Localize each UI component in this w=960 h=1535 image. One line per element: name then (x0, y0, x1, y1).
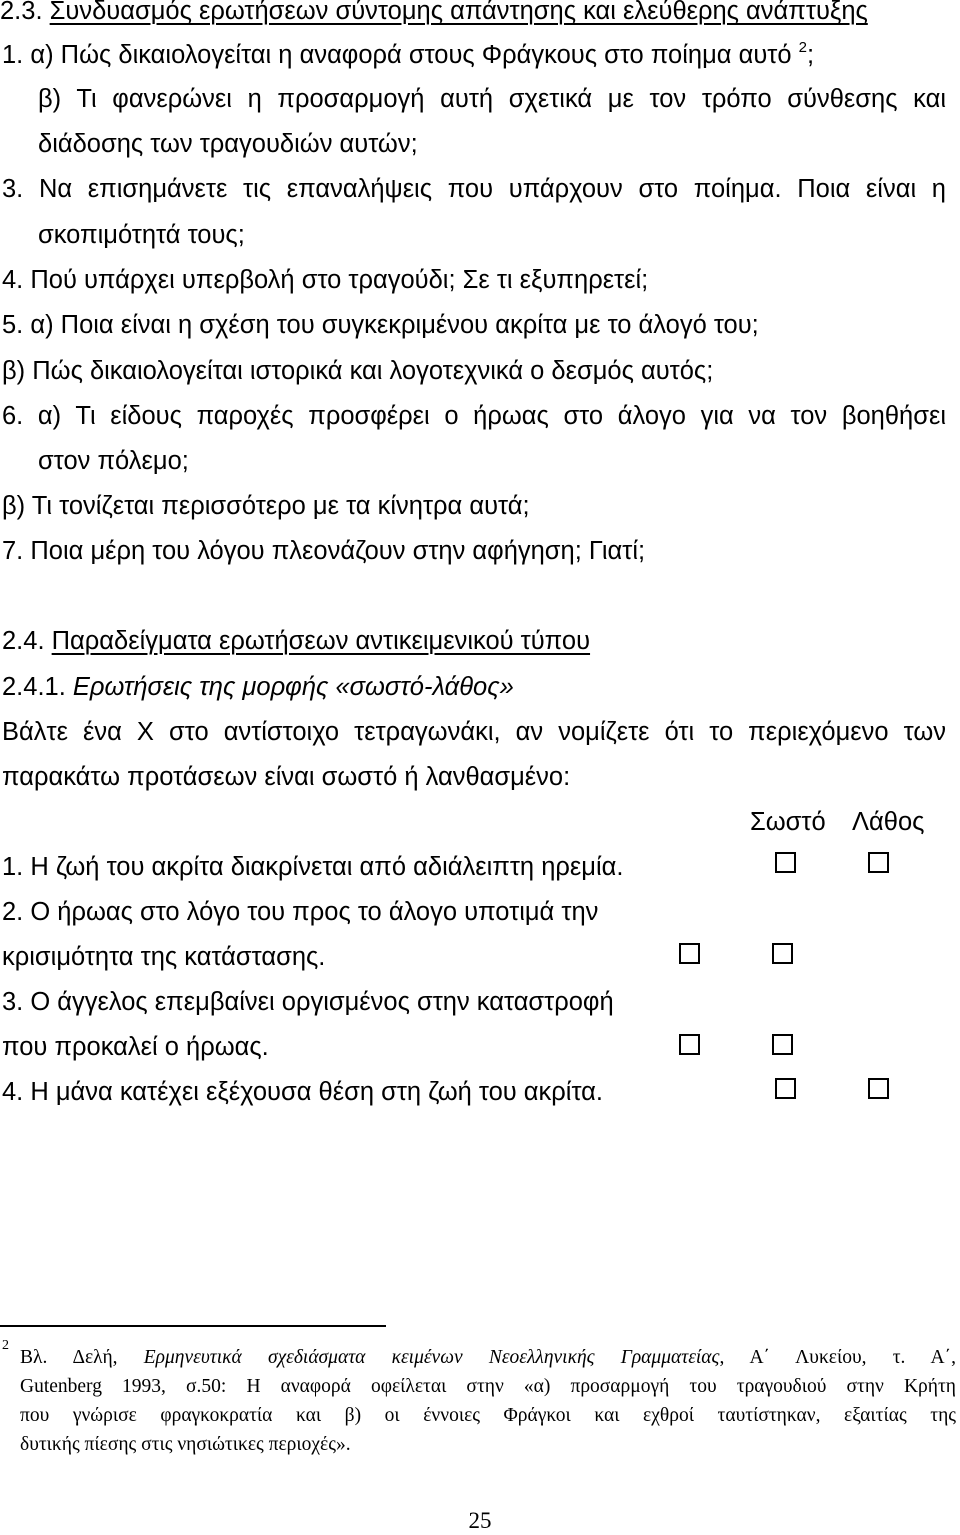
question-3-line2: σκοπιμότητά τους; (38, 221, 245, 249)
question-1b-line2: διάδοσης των τραγουδιών αυτών; (38, 130, 418, 158)
footnote-line1 (20, 1343, 956, 1372)
tf-item-2-text-line2: κρισιμότητα της κατάστασης. (2, 943, 326, 971)
checkbox-false-1[interactable] (868, 852, 889, 873)
page-number: 25 (468, 1508, 492, 1533)
footnote-line4: δυτικής πίεσης στις νησιώτικες περιοχές». (20, 1434, 351, 1455)
footnote-marker: 2 (2, 1338, 9, 1353)
instructions-line1: Βάλτε ένα Χ στο αντίστοιχο τετραγωνάκι, αν νομίζετε ότι το περιεχόμενο των (2, 718, 946, 746)
instructions-line2: παρακάτω προτάσεων είναι σωστό ή λανθασμένο: (2, 763, 571, 791)
checkbox-false-4[interactable] (868, 1078, 889, 1099)
question-1a-text: 1. α) Πώς δικαιολογείται η αναφορά στους Φράγκους στο ποίημα αυτό (2, 41, 792, 69)
section-number: 2.3. (0, 0, 43, 25)
subsection-number: 2.4.1. (2, 673, 66, 701)
footnote-line2: Gutenberg 1993, σ.50: Η αναφορά οφείλεται στην «α) προσαρμογή του τραγουδιού στην Κρήτη (20, 1376, 956, 1397)
section-title: Παραδείγματα ερωτήσεων αντικειμενικού τύπου (51, 627, 591, 655)
question-1a-end: ; (806, 41, 815, 69)
footnote-book-title: Ερμηνευτικά σχεδιάσματα κειμένων Νεοελληνικής Γραμματείας (143, 1347, 720, 1368)
question-3-line1: 3. Να επισημάνετε τις επαναλήψεις που υπάρχουν στο ποίημα. Ποια είναι η (2, 175, 946, 203)
question-5b: β) Πώς δικαιολογείται ιστορικά και λογοτεχνικά ο δεσμός αυτός; (2, 357, 714, 385)
checkbox-true-3[interactable] (679, 1034, 700, 1055)
column-header-false: Λάθος (852, 808, 925, 836)
section-heading-2-3 (0, 0, 868, 28)
checkbox-true-4[interactable] (775, 1078, 796, 1099)
section-title: Συνδυασμός ερωτήσεων σύντομης απάντησης και ελεύθερης ανάπτυξης (49, 0, 868, 25)
question-4: 4. Πού υπάρχει υπερβολή στο τραγούδι; Σε τι εξυπηρετεί; (2, 266, 649, 294)
question-1a (2, 38, 814, 72)
question-1b-line1: β) Τι φανερώνει η προσαρμογή αυτή σχετικά με τον τρόπο σύνθεσης και (38, 85, 946, 113)
footnote-line1-prefix: Βλ. Δελή, (20, 1347, 144, 1368)
tf-item-1-text: 1. Η ζωή του ακρίτα διακρίνεται από αδιάλειπτη ηρεμία. (2, 853, 624, 881)
footnote-reference: 2 (798, 39, 807, 56)
tf-item-2-text-line1: 2. Ο ήρωας στο λόγο του προς το άλογο υποτιμά την (2, 898, 599, 926)
question-6b: β) Τι τονίζεται περισσότερο με τα κίνητρα αυτά; (2, 492, 530, 520)
column-header-true: Σωστό (750, 808, 826, 836)
tf-item-3-text-line2: που προκαλεί ο ήρωας. (2, 1033, 269, 1061)
tf-item-3-text-line1: 3. Ο άγγελος επεμβαίνει οργισμένος στην καταστροφή (2, 988, 614, 1016)
section-number: 2.4. (2, 627, 45, 655)
checkbox-true-1[interactable] (775, 852, 796, 873)
subsection-title: Ερωτήσεις της μορφής «σωστό-λάθος» (72, 673, 514, 701)
subsection-heading-2-4-1 (2, 670, 514, 704)
question-6a-line1: 6. α) Τι είδους παροχές προσφέρει ο ήρωας στο άλογο για να τον βοηθήσει (2, 402, 946, 430)
footnote-separator (0, 1325, 386, 1327)
question-5a: 5. α) Ποια είναι η σχέση του συγκεκριμένου ακρίτα με το άλογό του; (2, 311, 759, 339)
checkbox-true-2[interactable] (679, 943, 700, 964)
question-6a-line2: στον πόλεμο; (38, 447, 189, 475)
tf-item-4-text: 4. Η μάνα κατέχει εξέχουσα θέση στη ζωή του ακρίτα. (2, 1078, 604, 1106)
footnote-line1-suffix: , Α΄ Λυκείου, τ. Α΄, (719, 1347, 956, 1368)
section-heading-2-4 (2, 624, 590, 658)
checkbox-false-3[interactable] (772, 1034, 793, 1055)
question-7: 7. Ποια μέρη του λόγου πλεονάζουν στην αφήγηση; Γιατί; (2, 537, 646, 565)
footnote-line3: που γνώρισε φραγκοκρατία και β) οι έννοιες Φράγκοι και εχθροί ταυτίστηκαν, εξαιτίας της (20, 1405, 956, 1426)
checkbox-false-2[interactable] (772, 943, 793, 964)
